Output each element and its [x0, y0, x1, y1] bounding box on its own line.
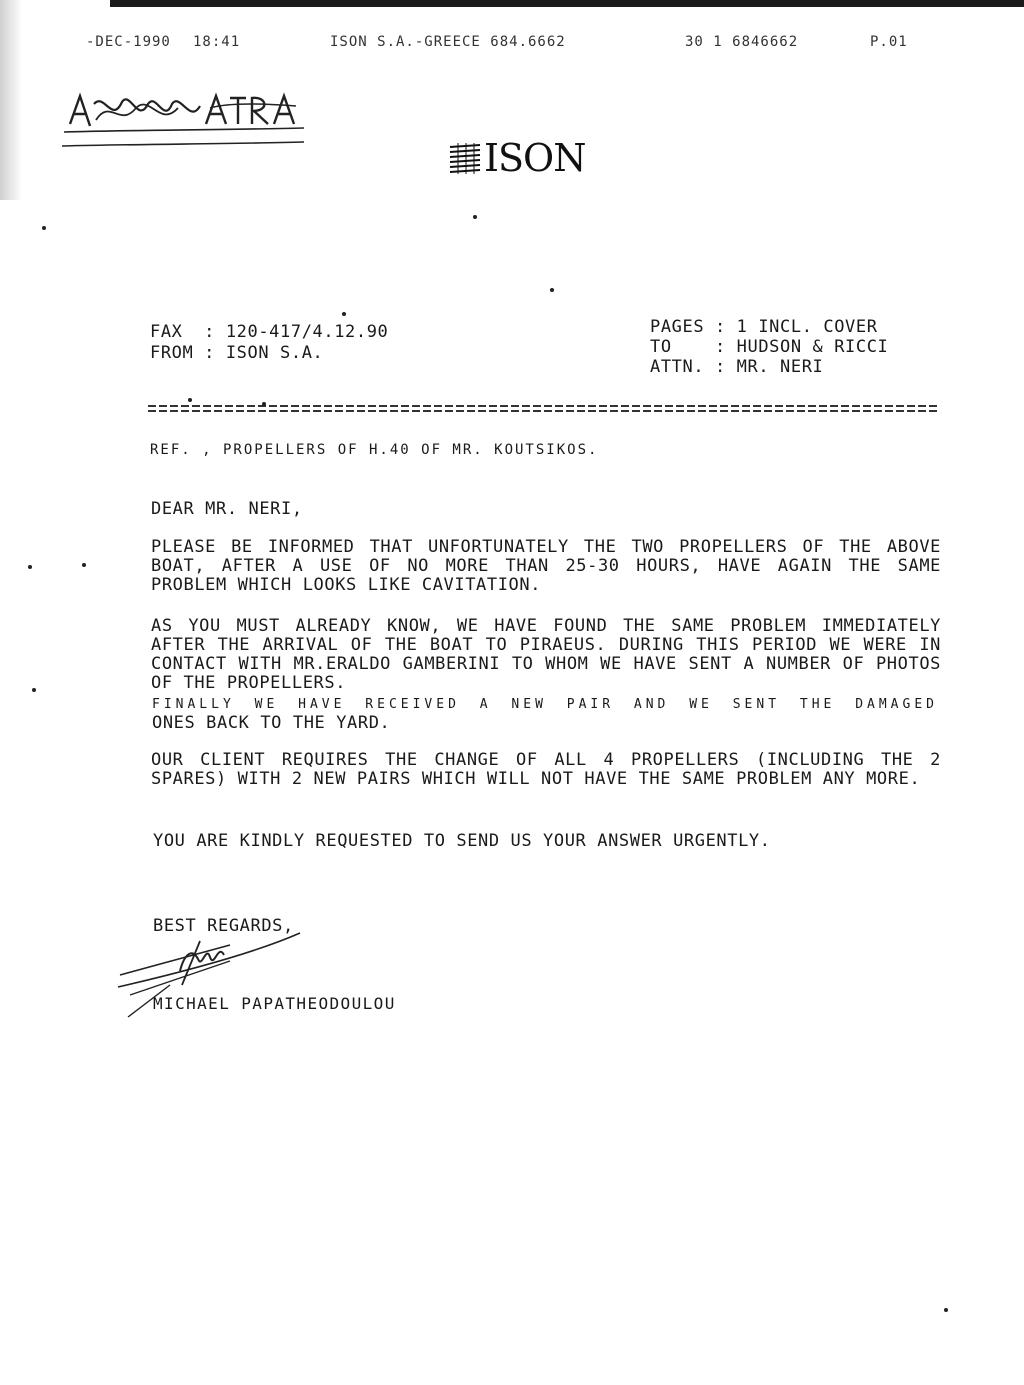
fax-page-number: P.01 [870, 34, 908, 50]
scan-speck [42, 226, 46, 230]
handwritten-stamp [60, 84, 310, 154]
from-line: FROM : ISON S.A. [150, 343, 324, 363]
double-dashed-divider [148, 403, 938, 413]
paragraph-2-small-line: FINALLY WE HAVE RECEIVED A NEW PAIR AND WE SENT THE DAMAGED [152, 697, 938, 712]
scan-speck [82, 563, 86, 567]
fax-number: 30 1 6846662 [685, 34, 799, 50]
ison-logo-text: ISON [484, 136, 586, 180]
attn-line: ATTN. : MR. NERI [650, 357, 824, 377]
closing: BEST REGARDS, [153, 916, 294, 936]
scan-speck [944, 1308, 948, 1312]
to-line: TO : HUDSON & RICCI [650, 337, 889, 357]
ison-logo [448, 136, 585, 180]
salutation: DEAR MR. NERI, [151, 499, 303, 519]
scan-speck [32, 688, 36, 692]
fax-reference-line: FAX : 120-417/4.12.90 [150, 322, 389, 342]
scan-speck [550, 288, 554, 292]
paragraph-1: PLEASE BE INFORMED THAT UNFORTUNATELY THE TWO PROPELLERS OF THE ABOVE BOAT, AFTER A USE OF NO MORE THAN 25-30 HOURS, HAVE AGAIN THE SAME PROBLEM WHICH LOOKS LIKE CAVITATION. [151, 537, 941, 595]
scan-edge-bar [110, 0, 1024, 7]
fax-date: -DEC-1990 [86, 34, 171, 50]
scan-speck [28, 565, 32, 569]
signatory-name: MICHAEL PAPATHEODOULOU [153, 994, 396, 1013]
ison-stripe-logo-icon [448, 141, 482, 175]
scan-edge-shadow [0, 0, 22, 200]
reference-line: REF. , PROPELLERS OF H.40 OF MR. KOUTSIKOS. [150, 442, 599, 458]
paragraph-4: YOU ARE KINDLY REQUESTED TO SEND US YOUR ANSWER URGENTLY. [153, 831, 771, 851]
scan-speck [188, 398, 192, 402]
pages-line: PAGES : 1 INCL. COVER [650, 317, 878, 337]
paragraph-2: AS YOU MUST ALREADY KNOW, WE HAVE FOUND THE SAME PROBLEM IMMEDIATELY AFTER THE ARRIVAL OF THE BOAT TO PIRAEUS. DURING THIS PERIOD WE WERE IN CONTACT WITH MR.ERALDO GAMBERINI TO WHOM WE HAVE SENT A NUMBER OF PHOTOS OF THE PROPELLERS. [151, 616, 941, 693]
paragraph-3: OUR CLIENT REQUIRES THE CHANGE OF ALL 4 PROPELLERS (INCLUDING THE 2 SPARES) WITH 2 NEW PAIRS WHICH WILL NOT HAVE THE SAME PROBLEM ANY MORE. [151, 750, 941, 789]
fax-sender-id: ISON S.A.-GREECE 684.6662 [330, 34, 566, 50]
scan-speck [262, 402, 266, 406]
fax-time: 18:41 [193, 34, 241, 50]
scan-speck [473, 215, 477, 219]
paragraph-2-end: ONES BACK TO THE YARD. [152, 713, 391, 733]
scan-speck [342, 312, 346, 316]
